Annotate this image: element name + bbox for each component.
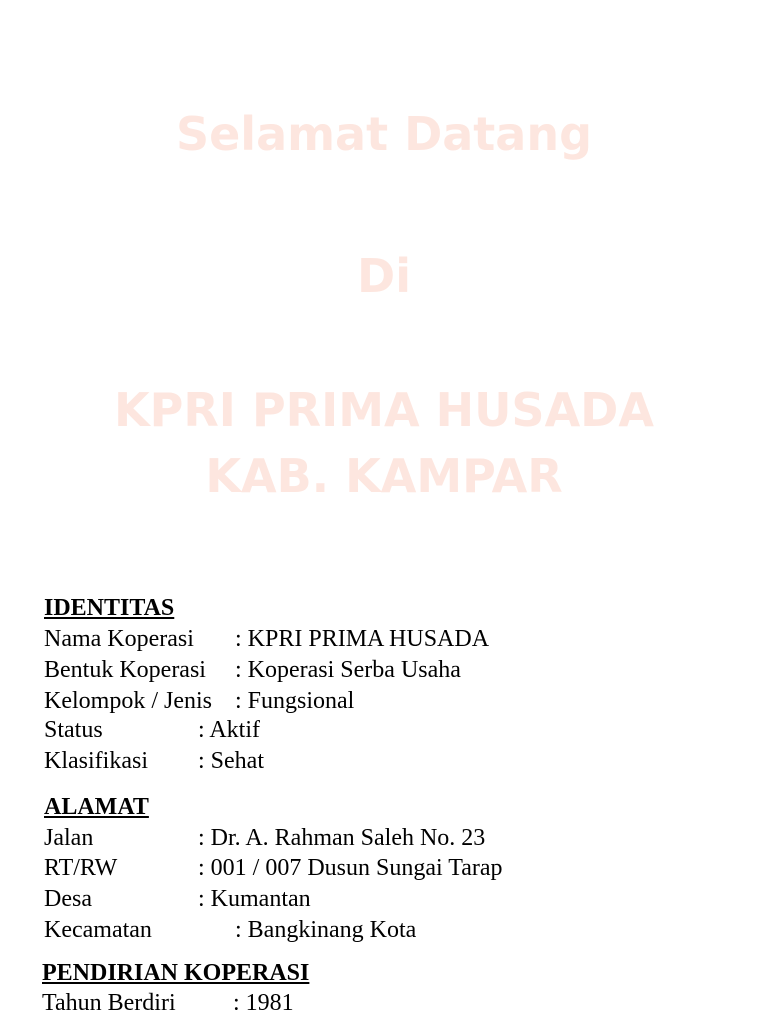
watermark-line-2: Di: [357, 249, 411, 303]
info-label: RT/RW: [44, 855, 118, 881]
info-label: Kecamatan: [44, 917, 152, 943]
info-value: : Aktif: [198, 717, 261, 743]
info-value: : 1981: [233, 990, 294, 1016]
info-label: Kelompok / Jenis: [44, 688, 212, 714]
info-label: Tahun Berdiri: [42, 990, 176, 1016]
section-heading-identitas: IDENTITAS: [44, 595, 175, 621]
watermark-line-1: Selamat Datang: [175, 107, 593, 161]
section-heading-pendirian: PENDIRIAN KOPERASI: [42, 960, 310, 986]
info-value: : 001 / 007 Dusun Sungai Tarap: [198, 855, 503, 881]
info-value: : Bangkinang Kota: [235, 917, 417, 943]
info-value: : Sehat: [198, 748, 264, 774]
section-heading-alamat: ALAMAT: [44, 794, 149, 820]
info-label: Desa: [44, 886, 92, 912]
info-label: Klasifikasi: [44, 748, 148, 774]
info-value: : Kumantan: [198, 886, 311, 912]
info-label: Bentuk Koperasi: [44, 657, 206, 683]
info-value: : Koperasi Serba Usaha: [235, 657, 461, 683]
info-label: Jalan: [44, 825, 94, 851]
watermark-line-4: KAB. KAMPAR: [205, 449, 563, 503]
info-label: Status: [44, 717, 103, 743]
watermark-line-3: KPRI PRIMA HUSADA: [114, 383, 654, 437]
info-label: Nama Koperasi: [44, 626, 194, 652]
info-value: : Fungsional: [235, 688, 355, 714]
info-value: : KPRI PRIMA HUSADA: [235, 626, 490, 652]
info-value: : Dr. A. Rahman Saleh No. 23: [198, 825, 486, 851]
